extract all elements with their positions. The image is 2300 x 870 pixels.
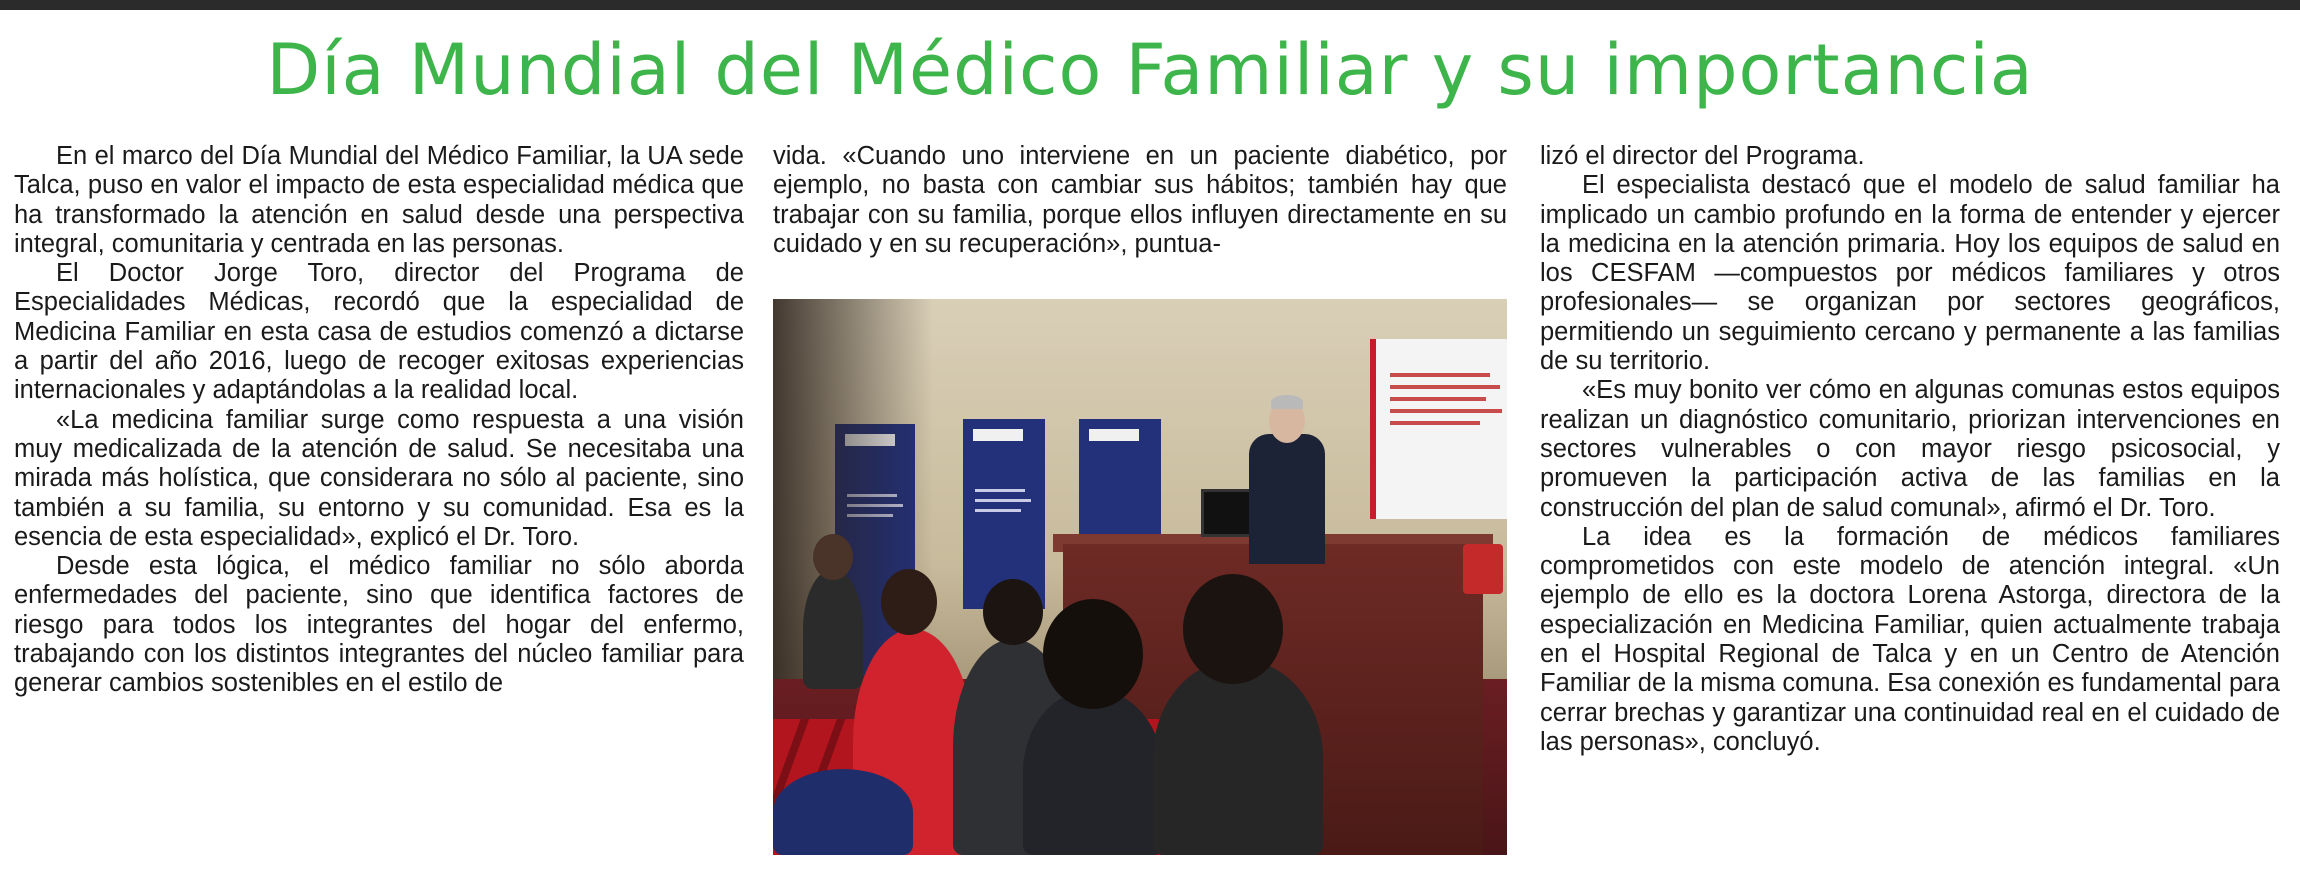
speaker-hair: [1271, 395, 1303, 409]
projection-screen: [1370, 339, 1507, 519]
event-photo: [773, 299, 1507, 855]
audience-member: [803, 569, 863, 689]
banner-text: [975, 509, 1021, 512]
paragraph: La idea es la formación de médicos familiares comprometidos con este modelo de atención integral. «Un ejemplo de ello es la doctora Lorena Astorga, directora de la especialización en Medicina Familiar, quien actualmente trabaja en el Hospital Regional de Talca y en un Centro de Atención Familiar de la misma comuna. Esa conexión es fundamental para cerrar brechas y garantizar una continuidad real en el cuidado de las personas», concluyó.: [1540, 522, 2280, 756]
headline: Día Mundial del Médico Familiar y su importancia: [266, 29, 2034, 111]
wall-sign: [1463, 544, 1503, 594]
paragraph: vida. «Cuando uno interviene en un paciente diabético, por ejemplo, no basta con cambiar sus hábitos; también hay que trabajar con su familia, porque ellos influyen directamente en su cuidado y en su recuperación», puntua-: [773, 142, 1507, 258]
article-column-3: [1540, 142, 2280, 757]
screen-text-line: [1390, 409, 1502, 413]
banner-logo: [1089, 429, 1139, 441]
screen-text-line: [1390, 385, 1500, 389]
audience-folder: [773, 769, 913, 855]
screen-text-line: [1390, 397, 1486, 401]
paragraph: En el marco del Día Mundial del Médico Familiar, la UA sede Talca, puso en valor el impacto de esta especialidad médica que ha transformado la atención en salud desde una perspectiva integral, comunitaria y centrada en las personas.: [14, 142, 744, 258]
audience-member: [1153, 659, 1323, 855]
banner-logo: [973, 429, 1023, 441]
paragraph: El especialista destacó que el modelo de salud familiar ha implicado un cambio profundo en la forma de entender y ejercer la medicina en la atención primaria. Hoy los equipos de salud en los CESFAM —compuestos por médicos familiares y otros profesionales— se organizan por sectores geográficos, permitiendo un seguimiento cercano y permanente a las familias de su territorio.: [1540, 171, 2280, 376]
paragraph: Desde esta lógica, el médico familiar no sólo aborda enfermedades del paciente, sino que identifica factores de riesgo para todos los integrantes del hogar del enfermo, trabajando con los distintos integrantes del núcleo familiar para generar cambios sostenibles en el estilo de: [14, 552, 744, 698]
banner-text: [975, 489, 1025, 492]
audience-member: [1023, 689, 1163, 855]
audience-head: [881, 569, 937, 635]
audience-head: [813, 534, 853, 580]
audience-head: [983, 579, 1043, 645]
banner-text: [975, 499, 1031, 502]
banner-right: [1079, 419, 1161, 549]
audience-head: [1043, 599, 1143, 709]
top-rule: [0, 0, 2300, 10]
paragraph: «La medicina familiar surge como respuesta a una visión muy medicalizada de la atención de salud. Se necesitaba una mirada más holística, que considerara no sólo al paciente, sino también a su familia, su entorno y su comunidad. Esa es la esencia de esta especialidad», explicó el Dr. Toro.: [14, 405, 744, 551]
article-column-1: [14, 142, 744, 699]
screen-text-line: [1390, 421, 1480, 425]
article-column-2: [773, 142, 1507, 259]
audience-head: [1183, 574, 1283, 684]
speaker-figure: [1249, 434, 1325, 564]
paragraph: El Doctor Jorge Toro, director del Programa de Especialidades Médicas, recordó que la especialidad de Medicina Familiar en esta casa de estudios comenzó a dictarse a partir del año 2016, luego de recoger exitosas experiencias internacionales y adaptándolas a la realidad local.: [14, 259, 744, 405]
paragraph: lizó el director del Programa.: [1540, 142, 1865, 170]
paragraph: «Es muy bonito ver cómo en algunas comunas estos equipos realizan un diagnóstico comunitario, priorizan intervenciones en sectores vulnerables o con mayor riesgo psicosocial, y promueven la participación activa de las familias en la construcción del plan de salud comunal», afirmó el Dr. Toro.: [1540, 376, 2280, 522]
screen-text-line: [1390, 373, 1490, 377]
